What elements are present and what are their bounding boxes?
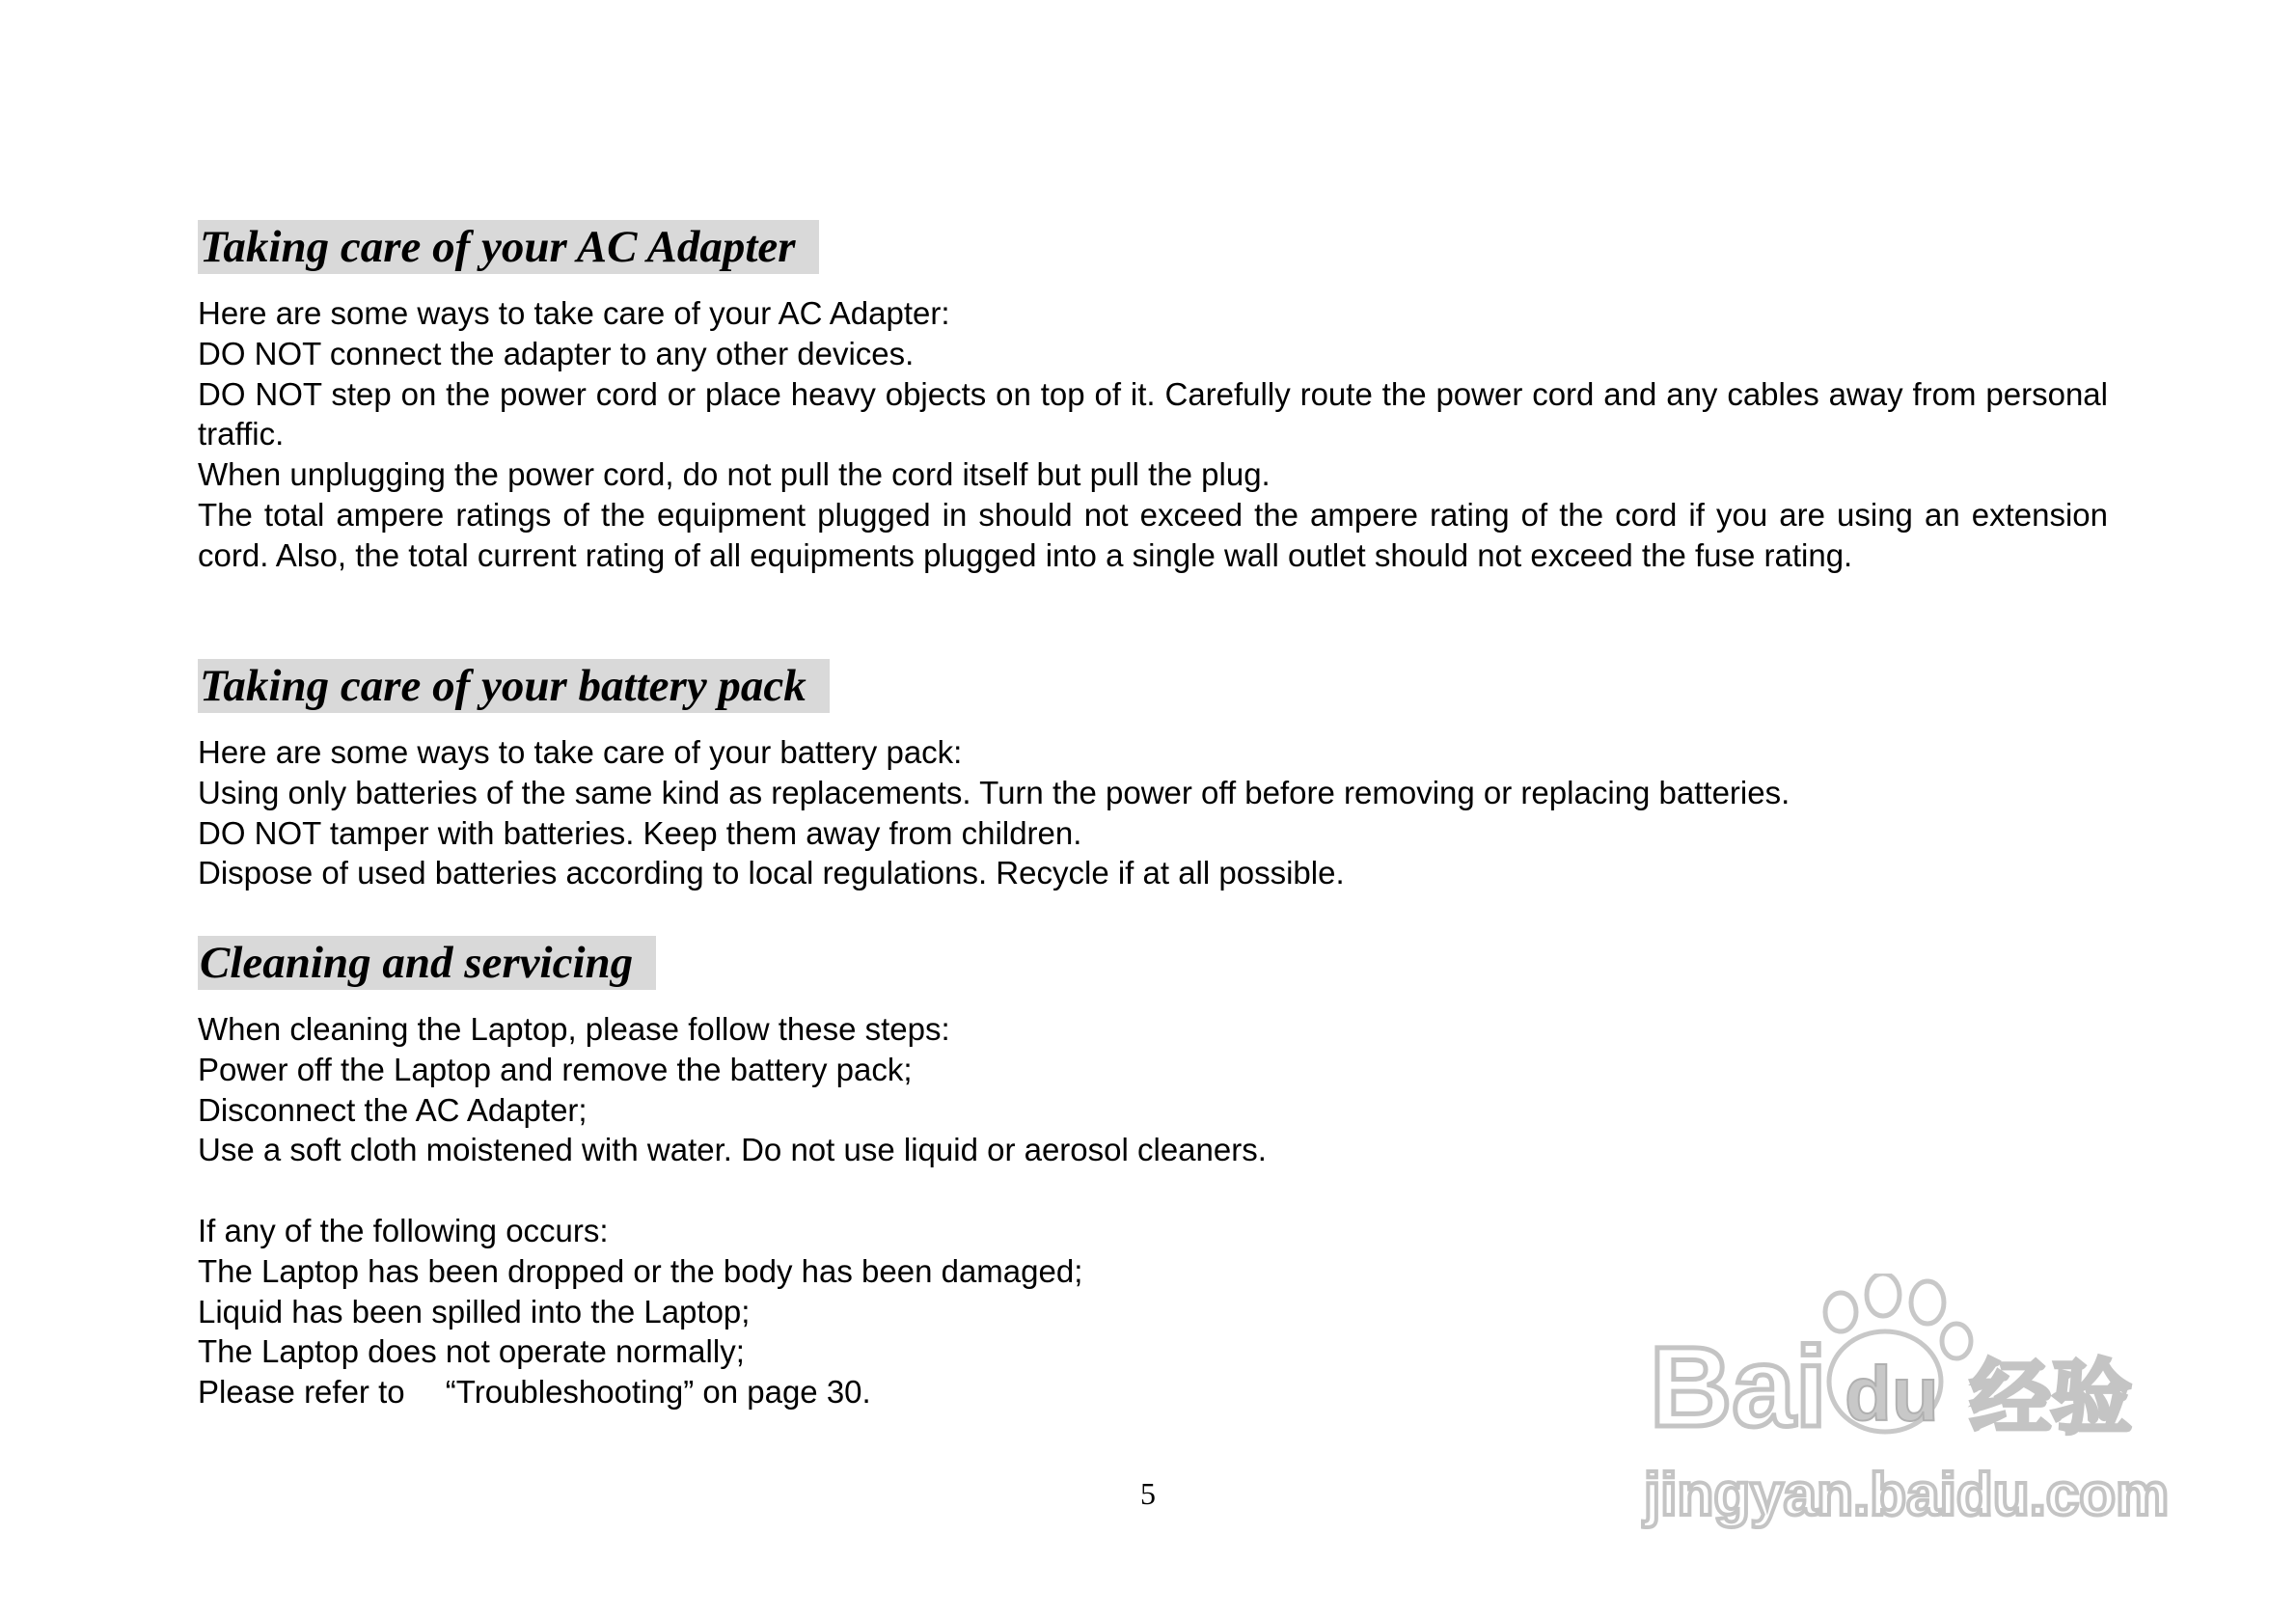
watermark-url: jingyan.baidu.com [1644, 1462, 2170, 1528]
section-battery-pack [198, 659, 2108, 893]
section-heading-ac-adapter: Taking care of your AC Adapter [198, 220, 819, 274]
paragraph-line: When cleaning the Laptop, please follow these steps: [198, 1011, 950, 1047]
watermark-brand-left: Bai [1650, 1324, 1827, 1451]
paragraph-line: Power off the Laptop and remove the battery pack; [198, 1051, 913, 1087]
section-heading-battery-pack: Taking care of your battery pack [198, 659, 830, 713]
paw-toe-icon [1867, 1274, 1900, 1316]
watermark-brand-right: du [1845, 1351, 1939, 1437]
section-body-battery-pack [198, 732, 2108, 893]
paragraph-line: DO NOT tamper with batteries. Keep them away from children. [198, 814, 1082, 851]
paragraph-line: Liquid has been spilled into the Laptop; [198, 1293, 751, 1329]
paw-toe-icon [1942, 1324, 1971, 1358]
paragraph-line: Use a soft cloth moistened with water. Do not use liquid or aerosol cleaners. [198, 1132, 1267, 1168]
paw-toe-icon [1911, 1281, 1944, 1324]
paragraph-line: Please refer to “Troubleshooting” on page 30. [198, 1374, 871, 1411]
paragraph-line: Dispose of used batteries according to local regulations. Recycle if at all possible. [198, 855, 1345, 891]
baidu-watermark-logo [1630, 1274, 2171, 1534]
paragraph-line: DO NOT connect the adapter to any other devices. [198, 335, 915, 371]
section-heading-cleaning-servicing: Cleaning and servicing [198, 936, 656, 990]
paragraph-line: Here are some ways to take care of your AC Adapter: [198, 295, 950, 331]
paragraph-line: The Laptop does not operate normally; [198, 1333, 745, 1370]
paragraph-line: The total ampere ratings of the equipment plugged in should not exceed the ampere rating of the cord if you are using an extension cord. Also, the total current rating of all equipments plugged into a single wall outlet should not exceed the fuse rating. [198, 496, 2108, 573]
section-ac-adapter [198, 220, 2108, 576]
page-number: 5 [1140, 1476, 1156, 1511]
paragraph-line: Using only batteries of the same kind as replacements. Turn the power off before removing or replacing batteries. [198, 774, 1790, 810]
paragraph-line: When unplugging the power cord, do not pull the cord itself but pull the plug. [198, 456, 1271, 493]
paragraph-line: Here are some ways to take care of your battery pack: [198, 734, 963, 770]
paragraph-line: The Laptop has been dropped or the body has been damaged; [198, 1252, 1083, 1289]
watermark-cn-text: 经验 [1970, 1351, 2133, 1445]
paragraph-line: Disconnect the AC Adapter; [198, 1091, 588, 1128]
paragraph-line: DO NOT step on the power cord or place heavy objects on top of it. Carefully route the power cord and any cables away from personal traffic. [198, 375, 2108, 452]
paragraph-gap [198, 1170, 2108, 1211]
section-body-ac-adapter [198, 293, 2108, 576]
paw-toe-icon [1825, 1293, 1856, 1331]
paragraph-line: If any of the following occurs: [198, 1212, 609, 1248]
